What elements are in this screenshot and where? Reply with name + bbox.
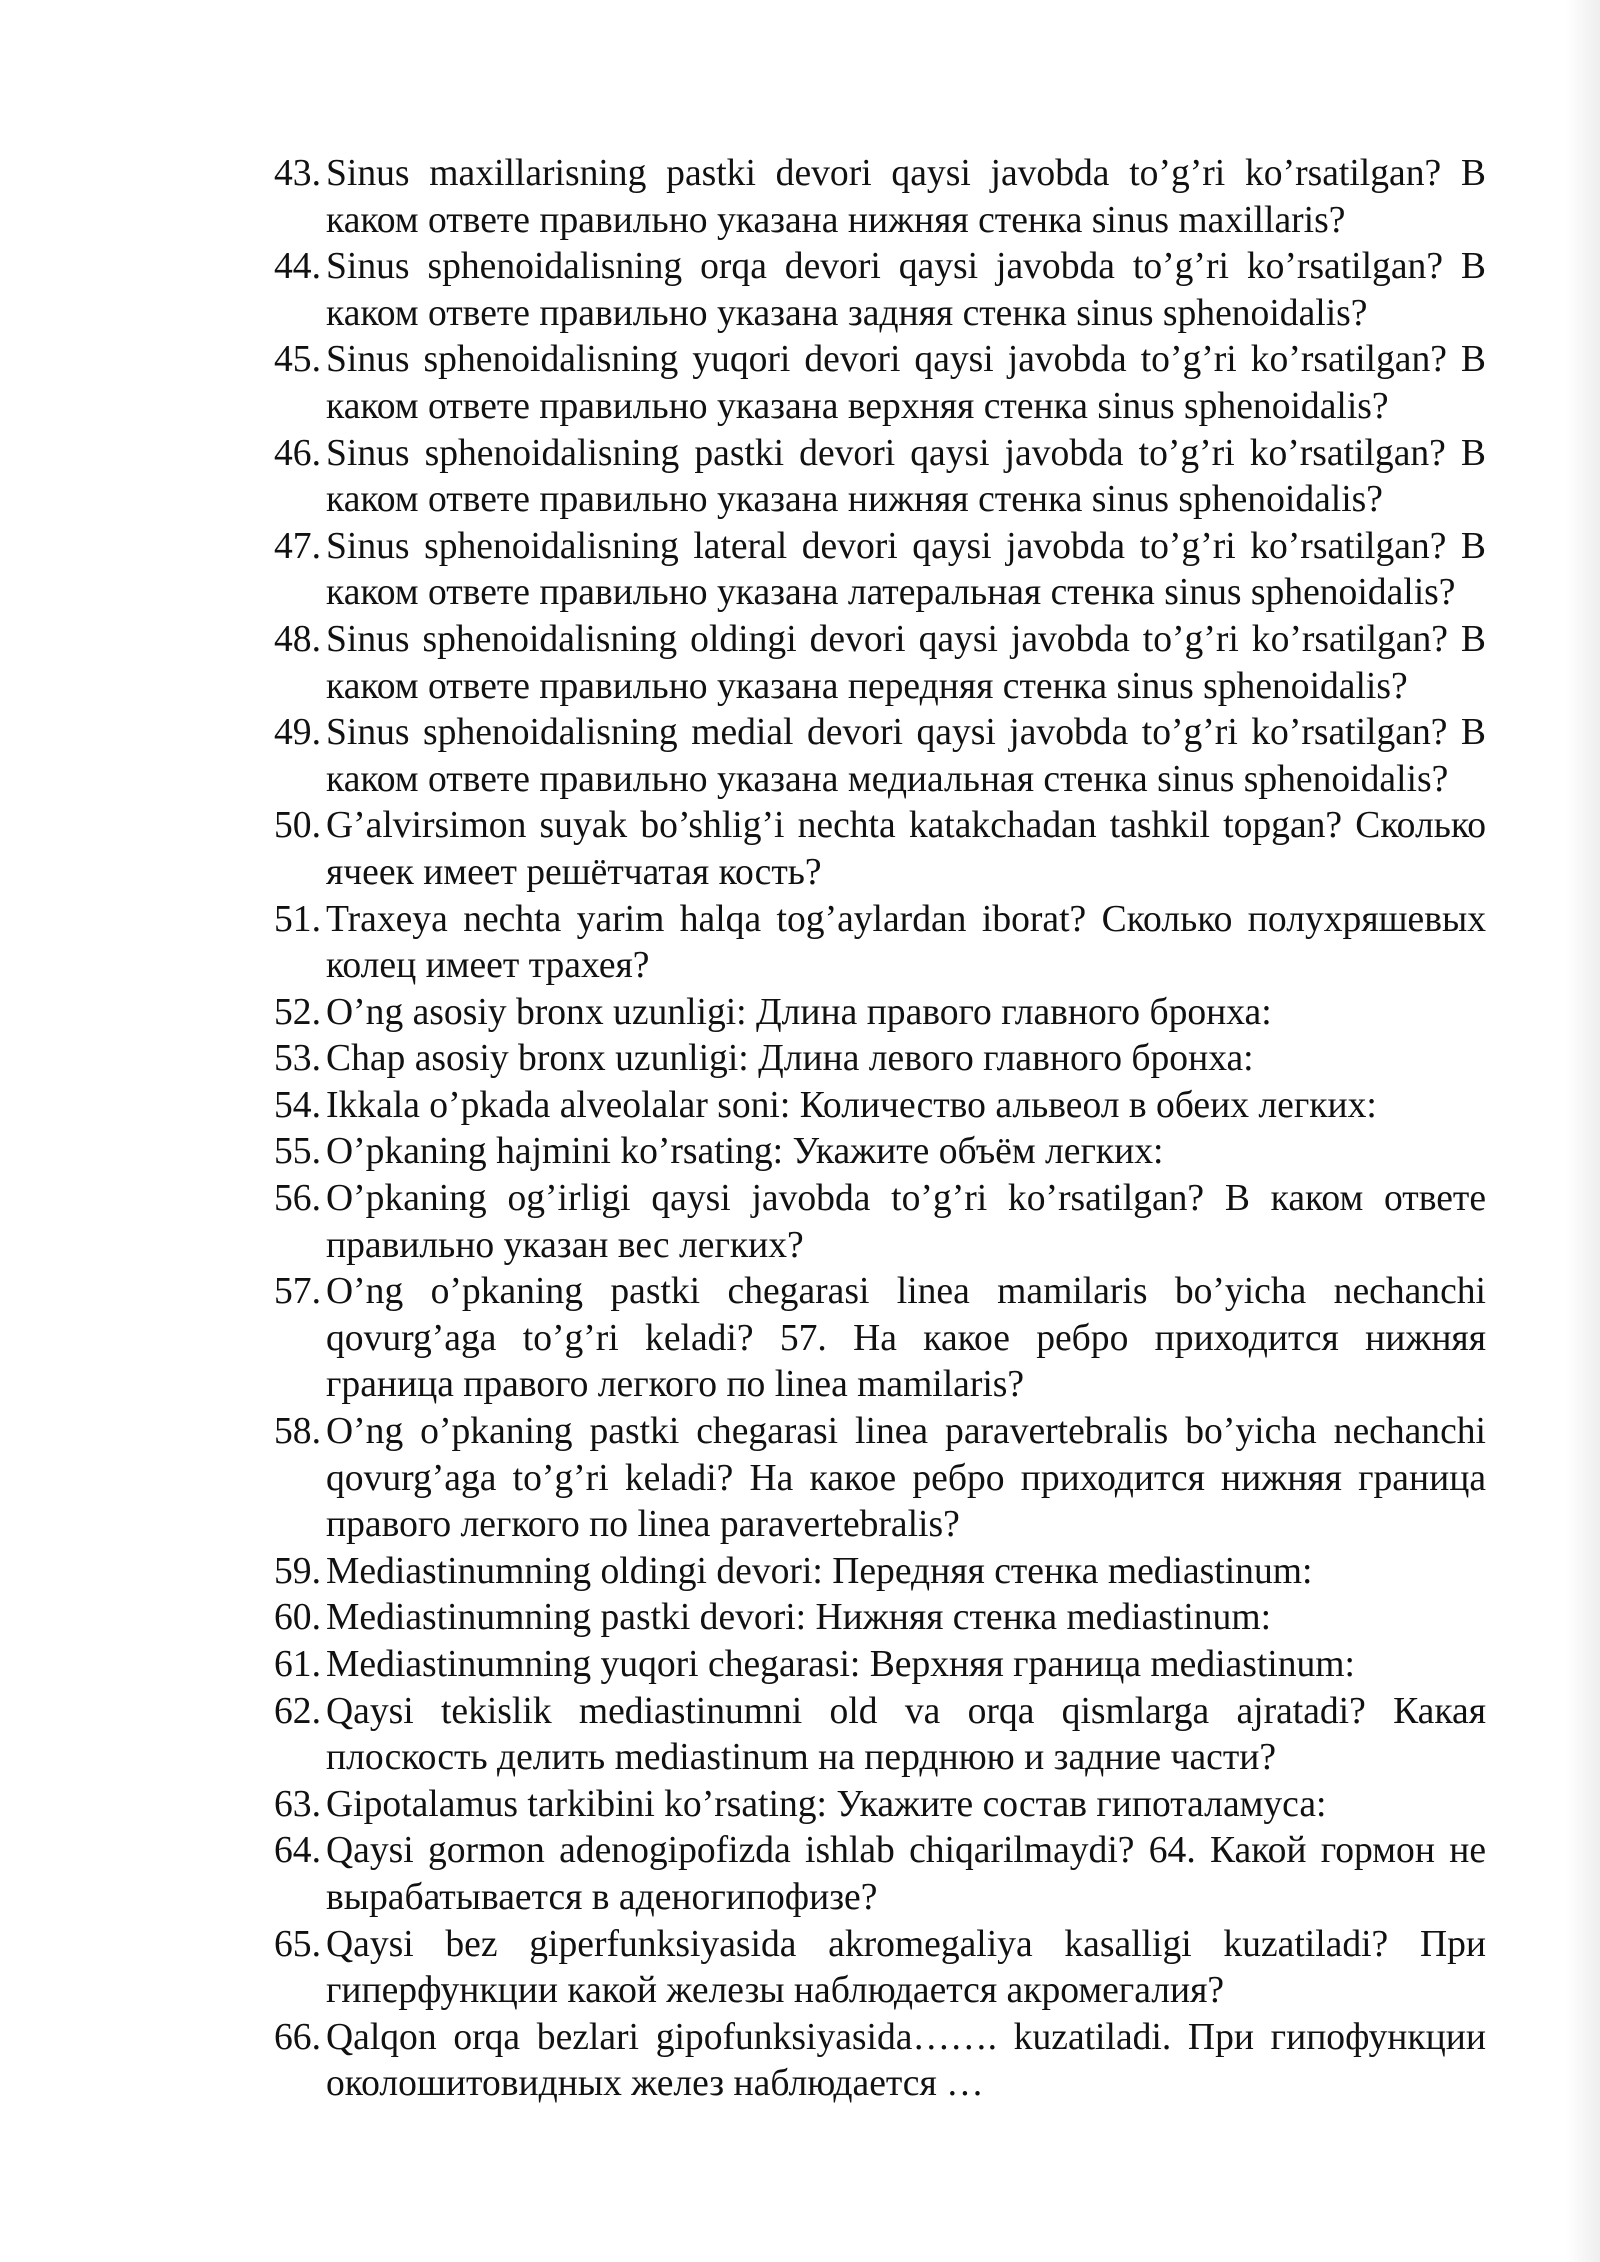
item-text: Mediastinumning oldingi devori: Передняя стенка mediastinum: [326, 1550, 1313, 1592]
item-number: 45. [274, 339, 321, 381]
list-item [274, 990, 1486, 1037]
item-number: 64. [274, 1830, 321, 1872]
list-item [274, 1689, 1486, 1782]
item-text: Gipotalamus tarkibini ko’rsating: Укажите состав гипоталамуса: [326, 1783, 1327, 1825]
item-text: O’ng o’pkaning pastki chegarasi linea mamilaris bo’yicha nechanchi qovurg’aga to’g’ri keladi? 57. На какое ребро приходится нижняя граница правого легкого по linea mamilaris? [326, 1271, 1486, 1406]
item-number: 51. [274, 898, 321, 940]
item-number: 46. [274, 432, 321, 474]
item-number: 43. [274, 153, 321, 194]
item-text: G’alvirsimon suyak bo’shlig’i nechta katakchadan tashkil topgan? Сколько ячеек имеет решётчатая кость? [326, 805, 1486, 893]
list-item [274, 1129, 1486, 1176]
item-number: 66. [274, 2016, 321, 2058]
item-text: Traxeya nechta yarim halqa tog’aylardan iborat? Сколько полухряшевых колец имеет трахея? [326, 898, 1486, 987]
list-item [274, 803, 1486, 896]
item-text: Sinus sphenoidalisning oldingi devori qaysi javobda to’g’ri ko’rsatilgan? В каком ответе правильно указана передняя стенка sinus sphenoidalis? [326, 618, 1486, 707]
list-item [274, 151, 1486, 244]
item-text: Qaysi tekislik mediastinumni old va orqa qismlarga ajratadi? Какая плоскость делить mediastinum на перднюю и задние части? [326, 1690, 1486, 1779]
item-number: 50. [274, 805, 321, 847]
page-edge-shadow [1566, 0, 1600, 2262]
item-number: 52. [274, 991, 321, 1033]
item-text: Sinus sphenoidalisning pastki devori qaysi javobda to’g’ri ko’rsatilgan? В каком ответе правильно указана нижняя стенка sinus sphenoidalis? [326, 432, 1486, 521]
item-number: 56. [274, 1178, 321, 1220]
item-number: 65. [274, 1923, 321, 1965]
item-text: Sinus sphenoidalisning lateral devori qaysi javobda to’g’ri ko’rsatilgan? В каком ответе правильно указана латеральная стенка sinus sphenoidalis? [326, 525, 1486, 614]
item-text: O’pkaning hajmini ko’rsating: Укажите объём легких: [326, 1131, 1164, 1173]
item-number: 58. [274, 1411, 321, 1453]
list-item [274, 1642, 1486, 1689]
item-text: Mediastinumning yuqori chegarasi: Верхняя граница mediastinum: [326, 1644, 1355, 1685]
list-item [274, 524, 1486, 617]
item-number: 57. [274, 1271, 321, 1313]
item-number: 54. [274, 1084, 321, 1126]
list-item [274, 1782, 1486, 1829]
list-item [274, 1922, 1486, 2015]
item-text: O’ng asosiy bronx uzunligi: Длина правого главного бронха: [326, 991, 1272, 1033]
item-number: 47. [274, 525, 321, 567]
list-item [274, 1176, 1486, 1269]
item-text: Qaysi gormon adenogipofizda ishlab chiqarilmaydi? 64. Какой гормон не вырабатывается в аденогипофизе? [326, 1830, 1486, 1918]
item-text: Chap asosiy bronx uzunligi: Длина левого главного бронха: [326, 1038, 1254, 1080]
list-item [274, 897, 1486, 990]
list-item [274, 244, 1486, 337]
item-number: 60. [274, 1597, 321, 1639]
list-item [274, 1828, 1486, 1921]
item-number: 61. [274, 1644, 321, 1685]
list-item [274, 1083, 1486, 1130]
list-item [274, 2015, 1486, 2108]
item-number: 59. [274, 1550, 321, 1592]
list-item [274, 337, 1486, 430]
list-item [274, 710, 1486, 803]
item-text: Mediastinumning pastki devori: Нижняя стенка mediastinum: [326, 1597, 1272, 1639]
item-text: O’pkaning og’irligi qaysi javobda to’g’ri ko’rsatilgan? В каком ответе правильно указан вес легких? [326, 1178, 1486, 1266]
item-text: Sinus maxillarisning pastki devori qaysi javobda to’g’ri ko’rsatilgan? В каком ответе правильно указана нижняя стенка sinus maxillaris? [326, 153, 1486, 241]
item-number: 49. [274, 712, 321, 754]
item-number: 48. [274, 618, 321, 660]
item-number: 62. [274, 1690, 321, 1732]
item-text: Qalqon orqa bezlari gipofunksiyasida……. kuzatiladi. При гипофункции околошитовидных желез наблюдается … [326, 2016, 1486, 2105]
list-item [274, 1036, 1486, 1083]
list-item [274, 431, 1486, 524]
list-item [274, 1409, 1486, 1549]
list-item [274, 1595, 1486, 1642]
item-number: 44. [274, 246, 321, 288]
list-item [274, 1269, 1486, 1409]
item-text: Sinus sphenoidalisning yuqori devori qaysi javobda to’g’ri ko’rsatilgan? В каком ответе правильно указана верхняя стенка sinus sphenoidalis? [326, 339, 1486, 427]
item-number: 53. [274, 1038, 321, 1080]
question-list [274, 151, 1486, 2108]
item-text: Qaysi bez giperfunksiyasida akromegaliya kasalligi kuzatiladi? При гиперфункции какой железы наблюдается акромегалия? [326, 1923, 1486, 2012]
item-text: Ikkala o’pkada alveolalar soni: Количество альвеол в обеих легких: [326, 1084, 1377, 1126]
item-number: 55. [274, 1131, 321, 1173]
item-text: Sinus sphenoidalisning orqa devori qaysi javobda to’g’ri ko’rsatilgan? В каком ответе правильно указана задняя стенка sinus sphenoidalis? [326, 246, 1486, 334]
item-text: O’ng o’pkaning pastki chegarasi linea paravertebralis bo’yicha nechanchi qovurg’aga to’g’ri keladi? На какое ребро приходится нижняя граница правого легкого по linea paravertebralis? [326, 1411, 1486, 1546]
item-text: Sinus sphenoidalisning medial devori qaysi javobda to’g’ri ko’rsatilgan? В каком ответе правильно указана медиальная стенка sinus sphenoidalis? [326, 712, 1486, 800]
item-number: 63. [274, 1783, 321, 1825]
list-item [274, 617, 1486, 710]
list-item [274, 1549, 1486, 1596]
